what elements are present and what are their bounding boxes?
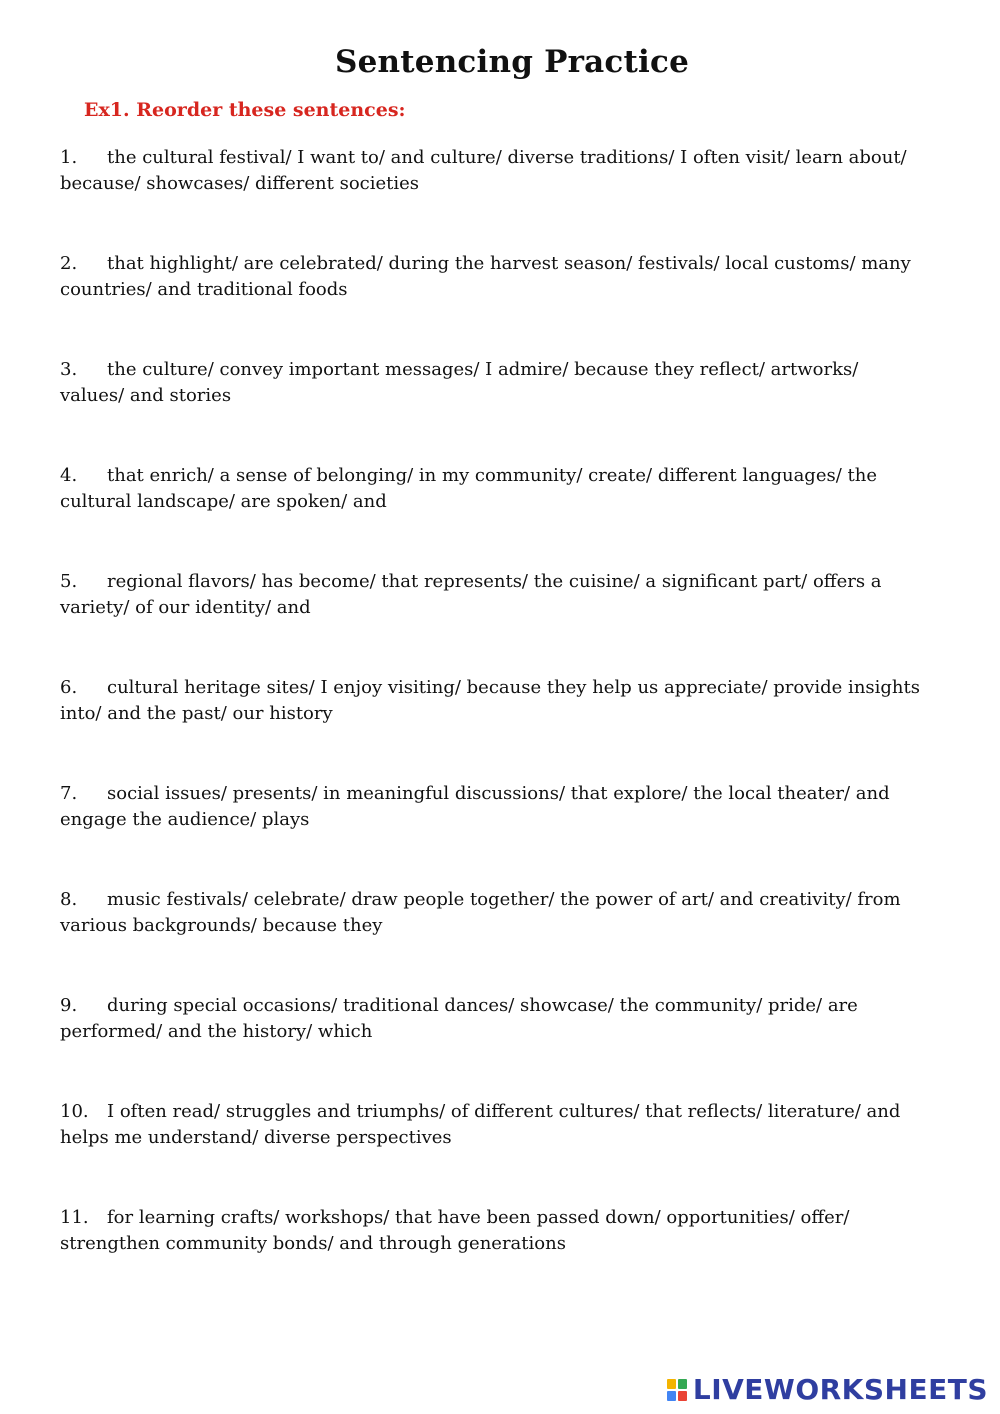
sentence-list (60, 145, 925, 1311)
list-item (60, 463, 925, 515)
item-text: that enrich/ a sense of belonging/ in my community/ create/ different languages/ the cultural landscape/ are spoken/ and (60, 465, 877, 512)
item-number: 3. (60, 359, 78, 380)
item-number: 10. (60, 1101, 89, 1122)
page-title: Sentencing Practice (335, 44, 689, 80)
list-item (60, 569, 925, 621)
item-number: 1. (60, 147, 78, 168)
liveworksheets-logo[interactable] (667, 1374, 988, 1406)
item-text: music festivals/ celebrate/ draw people together/ the power of art/ and creativity/ from various backgrounds/ because they (60, 889, 901, 936)
list-item (60, 145, 925, 197)
list-item (60, 781, 925, 833)
item-number: 9. (60, 995, 78, 1016)
list-item (60, 887, 925, 939)
item-text: cultural heritage sites/ I enjoy visiting/ because they help us appreciate/ provide insights into/ and the past/ our history (60, 677, 920, 724)
item-text: the cultural festival/ I want to/ and culture/ diverse traditions/ I often visit/ learn about/ because/ showcases/ different societies (60, 147, 907, 194)
item-number: 7. (60, 783, 78, 804)
item-text: social issues/ presents/ in meaningful discussions/ that explore/ the local theater/ and engage the audience/ plays (60, 783, 890, 830)
item-text: that highlight/ are celebrated/ during the harvest season/ festivals/ local customs/ many countries/ and traditional foods (60, 253, 911, 300)
item-text: during special occasions/ traditional dances/ showcase/ the community/ pride/ are performed/ and the history/ which (60, 995, 858, 1042)
item-text: for learning crafts/ workshops/ that have been passed down/ opportunities/ offer/ strengthen community bonds/ and through generations (60, 1207, 850, 1254)
list-item (60, 1205, 925, 1257)
liveworksheets-logo-icon (667, 1379, 687, 1401)
list-item (60, 675, 925, 727)
logo-tile (667, 1391, 676, 1401)
item-number: 6. (60, 677, 78, 698)
list-item (60, 357, 925, 409)
list-item (60, 993, 925, 1045)
logo-tile (678, 1379, 687, 1389)
item-number: 4. (60, 465, 78, 486)
logo-text: LIVEWORKSHEETS (692, 1373, 988, 1406)
item-number: 11. (60, 1207, 89, 1228)
exercise-heading: Ex1. Reorder these sentences: (84, 99, 406, 121)
logo-tile (678, 1391, 687, 1401)
item-text: regional flavors/ has become/ that represents/ the cuisine/ a significant part/ offers a variety/ of our identity/ and (60, 571, 882, 618)
logo-tile (667, 1379, 676, 1389)
item-number: 8. (60, 889, 78, 910)
item-text: the culture/ convey important messages/ I admire/ because they reflect/ artworks/ values/ and stories (60, 359, 859, 406)
list-item (60, 251, 925, 303)
item-number: 5. (60, 571, 78, 592)
list-item (60, 1099, 925, 1151)
item-number: 2. (60, 253, 78, 274)
item-text: I often read/ struggles and triumphs/ of different cultures/ that reflects/ literature/ and helps me understand/ diverse perspectives (60, 1101, 901, 1148)
